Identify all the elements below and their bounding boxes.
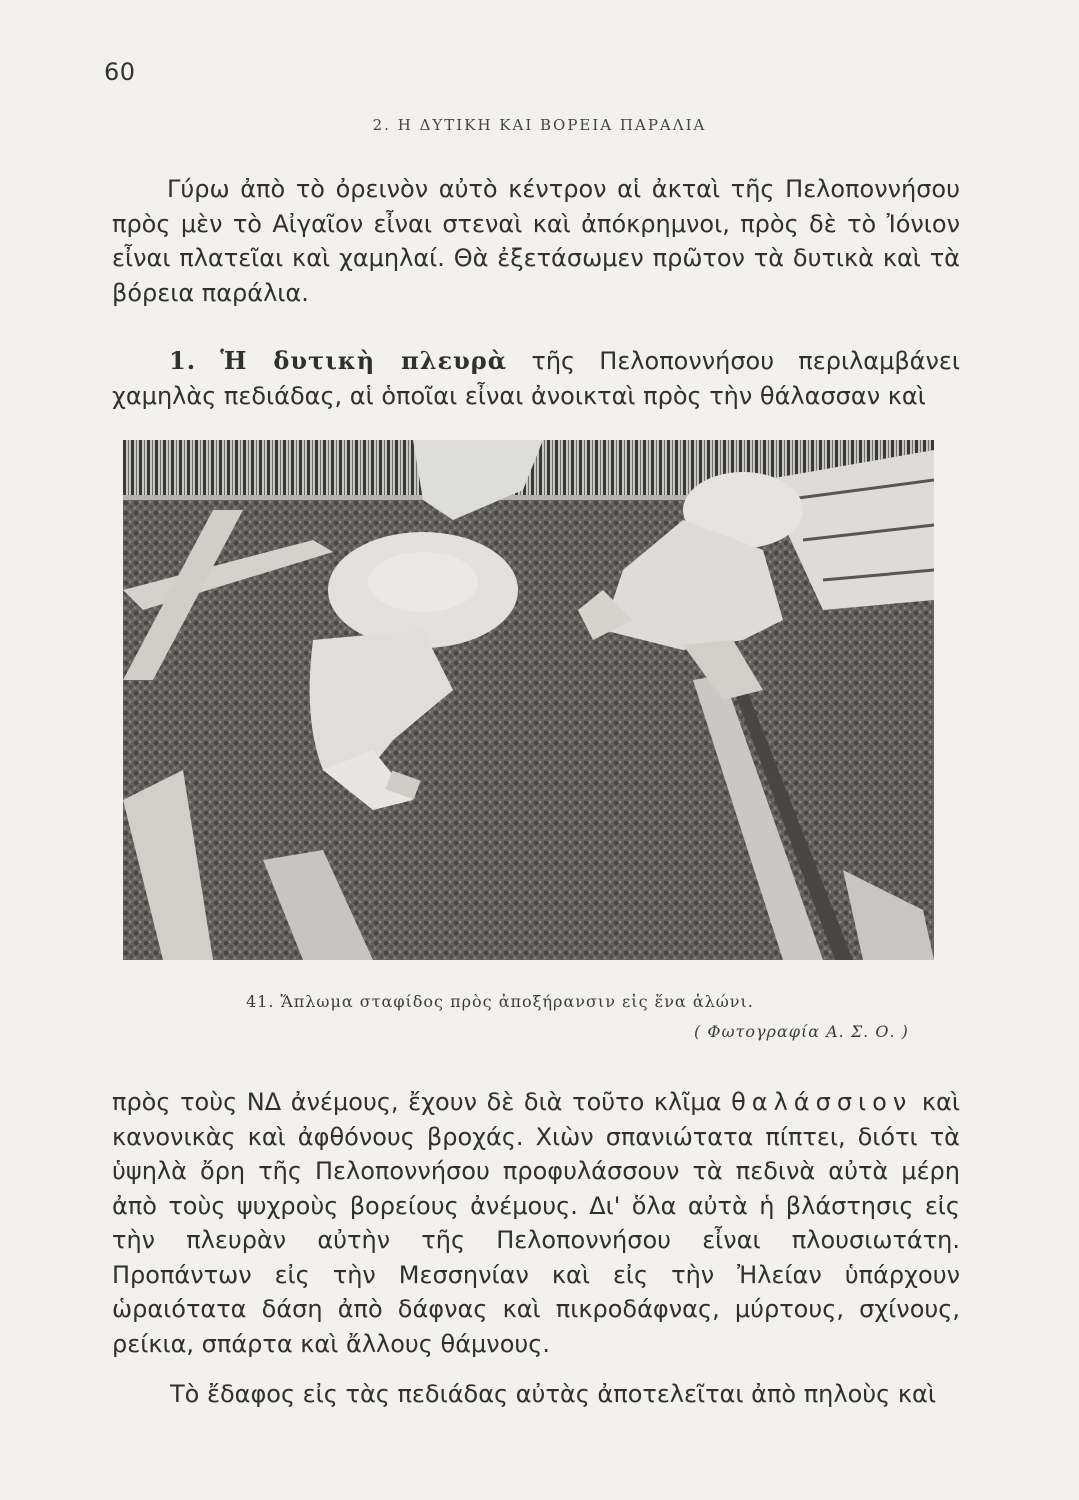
figure-credit: ( Φωτογραφία Α. Σ. Ο. ) xyxy=(694,1022,909,1041)
section-1-paragraph xyxy=(112,344,960,413)
intro-paragraph: Γύρω ἀπὸ τὸ ὀρεινὸν αὐτὸ κέντρον αἱ ἀκταὶ τῆς Πελοποννήσου πρὸς μὲν τὸ Αἰγαῖον εἶναι στεναὶ καὶ ἀπόκρημνοι, πρὸς δὲ τὸ Ἰόνιον εἶναι πλατεῖαι καὶ χαμηλαί. Θὰ ἐξετάσωμεν πρῶτον τὰ δυτικὰ καὶ τὰ βόρεια παράλια. xyxy=(112,175,960,307)
figure-caption: 41. Ἅπλωμα σταφίδος πρὸς ἀποξήρανσιν εἰς ἕνα ἁλώνι. xyxy=(246,992,754,1011)
running-header: 2. Η ΔΥΤΙΚΗ ΚΑΙ ΒΟΡΕΙΑ ΠΑΡΑΛΙΑ xyxy=(372,116,707,134)
raisin-drying-photo xyxy=(123,440,934,960)
last-paragraph-start: Τὸ ἔδαφος εἰς τὰς πεδιάδας αὐτὰς ἀποτελεῖται ἀπὸ πηλοὺς καὶ xyxy=(170,1380,936,1408)
emphasized-word: θαλάσσιον xyxy=(731,1088,913,1116)
page-number: 60 xyxy=(104,58,136,86)
continuation-text-a: πρὸς τοὺς ΝΔ ἀνέμους, ἔχουν δὲ διὰ τοῦτο κλῖμα xyxy=(112,1088,722,1116)
section-1-number: 1. xyxy=(169,346,197,375)
section-1-continuation xyxy=(112,1085,960,1361)
section-1-text: τῆς Πελοποννήσου περιλαμβάνει χαμηλὰς πεδιάδας, αἱ ὁποῖαι εἶναι ἀνοικταὶ πρὸς τὴν θάλασσαν καὶ xyxy=(112,347,960,410)
continuation-text-b: καὶ κανονικὰς καὶ ἀφθόνους βροχάς. Χιὼν σπανιώτατα πίπτει, διότι τὰ ὑψηλὰ ὄρη τῆς Πελοποννήσου προφυλάσσουν τὰ πεδινὰ αὐτὰ μέρη ἀπὸ τοὺς ψυχροὺς βορείους ἀνέμους. Δι' ὅλα αὐτὰ ἡ βλάστησις εἰς τὴν πλευρὰν αὐτὴν τῆς Πελοποννήσου εἶναι πλουσιωτάτη. Προπάντων εἰς τὴν Μεσσηνίαν καὶ εἰς τὴν Ἠλείαν ὑπάρχουν ὡραιότατα δάση ἀπὸ δάφνας καὶ πικροδάφνας, μύρτους, σχίνους, ρείκια, σπάρτα καὶ ἄλλους θάμνους. xyxy=(112,1088,960,1358)
photo-illustration xyxy=(123,440,934,960)
section-1-heading: Ἡ δυτικὴ πλευρὰ xyxy=(220,346,508,375)
